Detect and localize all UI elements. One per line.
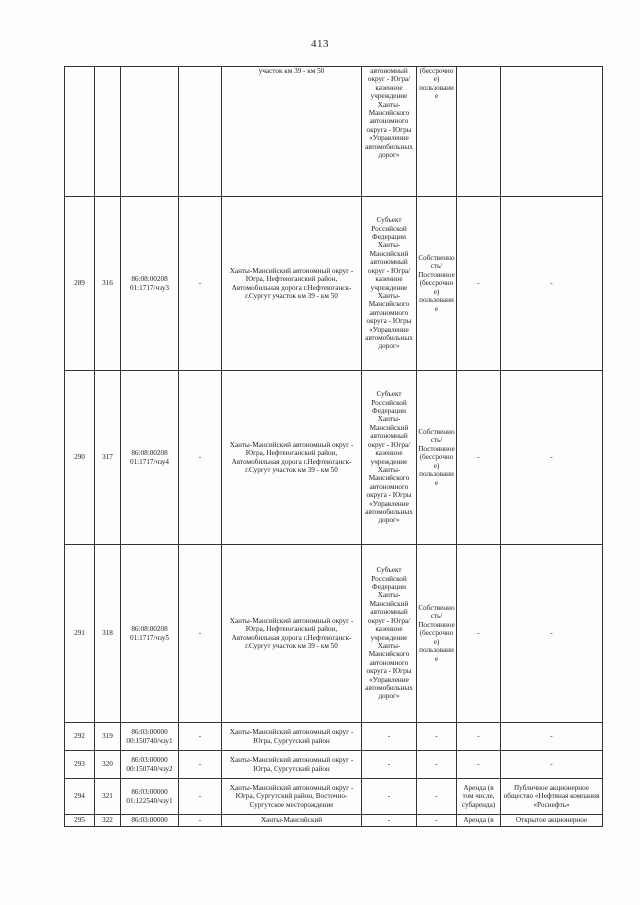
cell-owner: - — [362, 779, 417, 815]
cell-right: (бессрочное) пользование — [417, 67, 457, 197]
table-row — [65, 545, 603, 723]
table-row — [65, 723, 603, 751]
cell-col4 — [179, 67, 222, 197]
table-row — [65, 779, 603, 815]
cell-reg: 319 — [95, 723, 121, 751]
cell-owner: Субъект Российской Федерации Ханты-Мансийский автономный округ - Югра/ казенное учреждение Ханты-Мансийского автономного округа - Югры «Управление автомобильных дорог» — [362, 371, 417, 545]
cell-address: участок км 39 - км 50 — [222, 67, 362, 197]
cell-cadastral: 86:08:00208 01:1717/чзу5 — [121, 545, 179, 723]
cell-holder: - — [501, 751, 603, 779]
cell-owner: - — [362, 723, 417, 751]
table-row — [65, 197, 603, 371]
table-row-continuation — [65, 67, 603, 197]
cell-num: 291 — [65, 545, 95, 723]
cell-owner: Субъект Российской Федерации Ханты-Мансийский автономный округ - Югра/ казенное учреждение Ханты-Мансийского автономного округа - Югры «Управление автомобильных дорог» — [362, 545, 417, 723]
cell-reg: 320 — [95, 751, 121, 779]
cell-num — [65, 67, 95, 197]
cell-cadastral: 86:03:00000 00:150740/чзу1 — [121, 723, 179, 751]
cell-cadastral: 86:03:00000 01:122540/чзу1 — [121, 779, 179, 815]
cell-col4: - — [179, 545, 222, 723]
cell-cadastral: 86:08:00208 01:1717/чзу3 — [121, 197, 179, 371]
cell-holder: - — [501, 545, 603, 723]
cell-num: 293 — [65, 751, 95, 779]
cell-col4: - — [179, 723, 222, 751]
cell-address: Ханты-Мансийский автономный округ - Югра, Нефтеюганский район, Автомобильная дорога г.Нефтеюганск-г.Сургут участок км 39 - км 50 — [222, 371, 362, 545]
table-row — [65, 371, 603, 545]
cell-col4: - — [179, 779, 222, 815]
table-row — [65, 751, 603, 779]
cell-encumbrance — [457, 67, 501, 197]
cell-holder: - — [501, 197, 603, 371]
table-row — [65, 815, 603, 827]
cell-reg: 322 — [95, 815, 121, 827]
cell-col4: - — [179, 751, 222, 779]
cell-col4: - — [179, 815, 222, 827]
cell-right: - — [417, 779, 457, 815]
cell-right: - — [417, 723, 457, 751]
cell-encumbrance: - — [457, 545, 501, 723]
cell-holder — [501, 67, 603, 197]
cell-col4: - — [179, 371, 222, 545]
cell-holder: - — [501, 371, 603, 545]
cell-reg: 317 — [95, 371, 121, 545]
land-registry-table — [64, 66, 603, 827]
cell-encumbrance: - — [457, 751, 501, 779]
cell-num: 289 — [65, 197, 95, 371]
cell-encumbrance: Аренда (в — [457, 815, 501, 827]
cell-reg: 321 — [95, 779, 121, 815]
cell-cadastral — [121, 67, 179, 197]
cell-address: Ханты-Мансийский автономный округ - Югра, Сургутский район — [222, 751, 362, 779]
cell-holder: Открытое акционерное — [501, 815, 603, 827]
cell-address: Ханты-Мансийский автономный округ - Югра, Нефтеюганский район, Автомобильная дорога г.Нефтеюганск-г.Сургут участок км 39 - км 50 — [222, 197, 362, 371]
cell-col4: - — [179, 197, 222, 371]
cell-holder: Публичное акционерное общество «Нефтяная компания «Роснефть» — [501, 779, 603, 815]
cell-cadastral: 86:08:00208 01:1717/чзу4 — [121, 371, 179, 545]
cell-reg: 316 — [95, 197, 121, 371]
cell-right: - — [417, 751, 457, 779]
cell-owner: автономный округ - Югра/ казенное учреждение Ханты-Мансийского автономного округа - Югры «Управление автомобильных дорог» — [362, 67, 417, 197]
page-number: 413 — [311, 38, 329, 50]
cell-num: 294 — [65, 779, 95, 815]
cell-encumbrance: - — [457, 197, 501, 371]
cell-encumbrance: - — [457, 723, 501, 751]
cell-owner: Субъект Российской Федерации Ханты-Мансийский автономный округ - Югра/ казенное учреждение Ханты-Мансийского автономного округа - Югры «Управление автомобильных дорог» — [362, 197, 417, 371]
cell-address: Ханты-Мансийский автономный округ - Югра, Сургутский район — [222, 723, 362, 751]
cell-num: 292 — [65, 723, 95, 751]
cell-address: Ханты-Мансийский автономный округ - Югра, Нефтеюганский район, Автомобильная дорога г.Нефтеюганск-г.Сургут участок км 39 - км 50 — [222, 545, 362, 723]
cell-holder: - — [501, 723, 603, 751]
cell-reg — [95, 67, 121, 197]
cell-owner: - — [362, 751, 417, 779]
cell-right: Собственность/ Постоянное (бессрочное) пользование — [417, 197, 457, 371]
cell-address: Ханты-Мансийский автономный округ - Югра, Сургутский район, Восточно-Сургутское месторождение — [222, 779, 362, 815]
cell-right: Собственность/ Постоянное (бессрочное) пользование — [417, 545, 457, 723]
cell-address: Ханты-Мансийский — [222, 815, 362, 827]
cell-cadastral: 86:03:00000 00:150740/чзу2 — [121, 751, 179, 779]
cell-owner: - — [362, 815, 417, 827]
cell-num: 295 — [65, 815, 95, 827]
cell-right: - — [417, 815, 457, 827]
cell-encumbrance: - — [457, 371, 501, 545]
cell-right: Собственность/ Постоянное (бессрочное) пользование — [417, 371, 457, 545]
cell-num: 290 — [65, 371, 95, 545]
cell-cadastral: 86:03:00000 — [121, 815, 179, 827]
cell-encumbrance: Аренда (в том числе, субаренда) — [457, 779, 501, 815]
cell-reg: 318 — [95, 545, 121, 723]
